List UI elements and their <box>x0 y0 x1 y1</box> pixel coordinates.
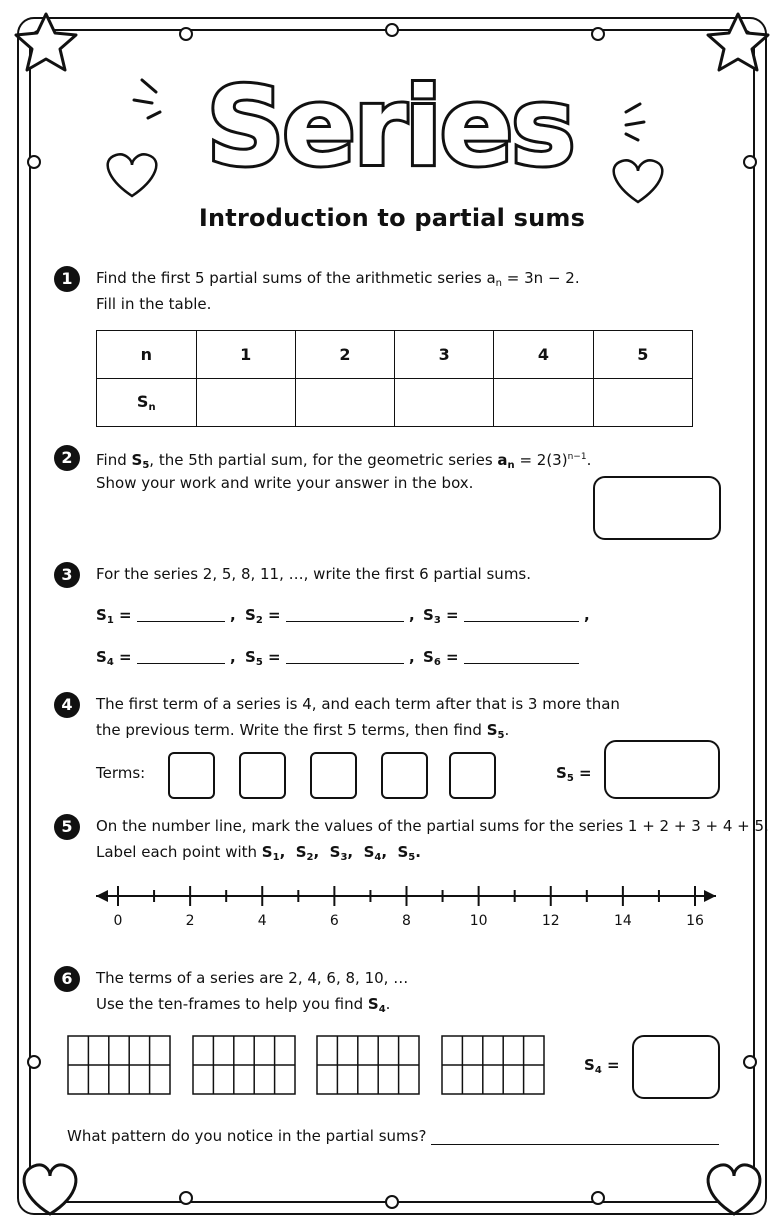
answer-blank[interactable] <box>286 607 404 622</box>
term-box[interactable] <box>310 752 357 799</box>
q2-line2: Show your work and write your answer in the box. <box>96 474 474 492</box>
table-cell: $S_n$ <box>97 379 197 427</box>
q1-line1: Find the first 5 partial sums of the arithmetic series $a_n = 3n - 2$. <box>96 269 580 289</box>
q3-line1: For the series 2, 5, 8, 11, …, write the first 6 partial sums. <box>96 565 532 583</box>
answer-cell[interactable] <box>593 379 692 427</box>
answer-cell[interactable] <box>295 379 394 427</box>
answer-blank[interactable] <box>137 649 225 664</box>
answer-cell[interactable] <box>494 379 593 427</box>
q5-line2: Label each point with $S_1$, $S_2$, $S_3$, $S_4$, $S_5$. <box>96 843 421 863</box>
table-cell: 5 <box>593 331 692 379</box>
q4-answer-box[interactable] <box>604 740 720 799</box>
q3-blank-row: $S_1$ = , <box>96 606 236 626</box>
question-number: 2 <box>54 445 80 471</box>
number-line[interactable] <box>90 880 722 912</box>
title-text: Series <box>206 65 574 190</box>
arrow-right-icon <box>704 890 716 902</box>
term-box[interactable] <box>168 752 215 799</box>
tick-label: 14 <box>613 913 632 929</box>
term-box[interactable] <box>449 752 496 799</box>
answer-blank[interactable] <box>464 649 579 664</box>
q6-line1: The terms of a series are 2, 4, 6, 8, 10, … <box>96 969 409 987</box>
answer-blank[interactable] <box>431 1130 719 1145</box>
s5-label: $S_5$ = <box>556 764 592 784</box>
ten-frame[interactable] <box>192 1035 296 1095</box>
answer-blank[interactable] <box>137 607 225 622</box>
answer-cell[interactable] <box>196 379 295 427</box>
tick-label: 0 <box>113 913 123 929</box>
tick-label: 4 <box>257 913 267 929</box>
answer-blank[interactable] <box>286 649 404 664</box>
tick-label: 16 <box>686 913 704 929</box>
q3-blank-row: $S_6$ = <box>423 648 579 668</box>
tick-label: 12 <box>541 913 560 929</box>
q3-blank-row: $S_5$ = , <box>245 648 415 668</box>
table-cell: 2 <box>295 331 394 379</box>
q2-answer-box[interactable] <box>593 476 721 540</box>
partial-sums-table <box>96 330 693 427</box>
term-box[interactable] <box>381 752 428 799</box>
question-number: 5 <box>54 814 80 840</box>
q3-blank-row: $S_2$ = , <box>245 606 415 626</box>
answer-blank[interactable] <box>464 607 579 622</box>
ten-frame[interactable] <box>67 1035 171 1095</box>
table-row <box>97 331 693 379</box>
tick-label: 6 <box>329 913 339 929</box>
ten-frame[interactable] <box>441 1035 545 1095</box>
tick-label: 8 <box>402 913 411 929</box>
q6-answer-box[interactable] <box>632 1035 720 1099</box>
table-cell: 4 <box>494 331 593 379</box>
question-number: 1 <box>54 266 80 292</box>
table-cell: 3 <box>395 331 494 379</box>
arrow-left-icon <box>96 890 108 902</box>
q3-blank-row: $S_3$ = , <box>423 606 590 626</box>
table-cell: 1 <box>196 331 295 379</box>
q4-line1: The first term of a series is 4, and each term after that is 3 more than <box>96 695 620 713</box>
table-row <box>97 379 693 427</box>
q3-blank-row: $S_4$ = , <box>96 648 236 668</box>
terms-label: Terms: <box>96 764 146 782</box>
q5-line1: On the number line, mark the values of the partial sums for the series 1 + 2 + 3 + 4 + 5. <box>96 817 769 835</box>
q6-line2: Use the ten-frames to help you find $S_4$. <box>96 995 391 1015</box>
q2-line1: Find $S_5$, the 5th partial sum, for the geometric series $a_n = 2(3)^{n-1}$. <box>96 451 592 471</box>
tick-label: 2 <box>185 913 195 929</box>
ten-frame[interactable] <box>316 1035 420 1095</box>
table-cell: n <box>97 331 197 379</box>
page-title <box>180 56 600 196</box>
s4-label: $S_4$ = <box>584 1056 620 1076</box>
q1-line2: Fill in the table. <box>96 295 212 313</box>
q4-line2: the previous term. Write the first 5 terms, then find $S_5$. <box>96 721 510 741</box>
subtitle: Introduction to partial sums <box>198 204 586 232</box>
tick-label: 10 <box>469 913 488 929</box>
answer-cell[interactable] <box>395 379 494 427</box>
pattern-question: What pattern do you notice in the partial sums? <box>67 1123 719 1149</box>
term-box[interactable] <box>239 752 286 799</box>
question-number: 6 <box>54 966 80 992</box>
question-number: 4 <box>54 692 80 718</box>
question-number: 3 <box>54 562 80 588</box>
